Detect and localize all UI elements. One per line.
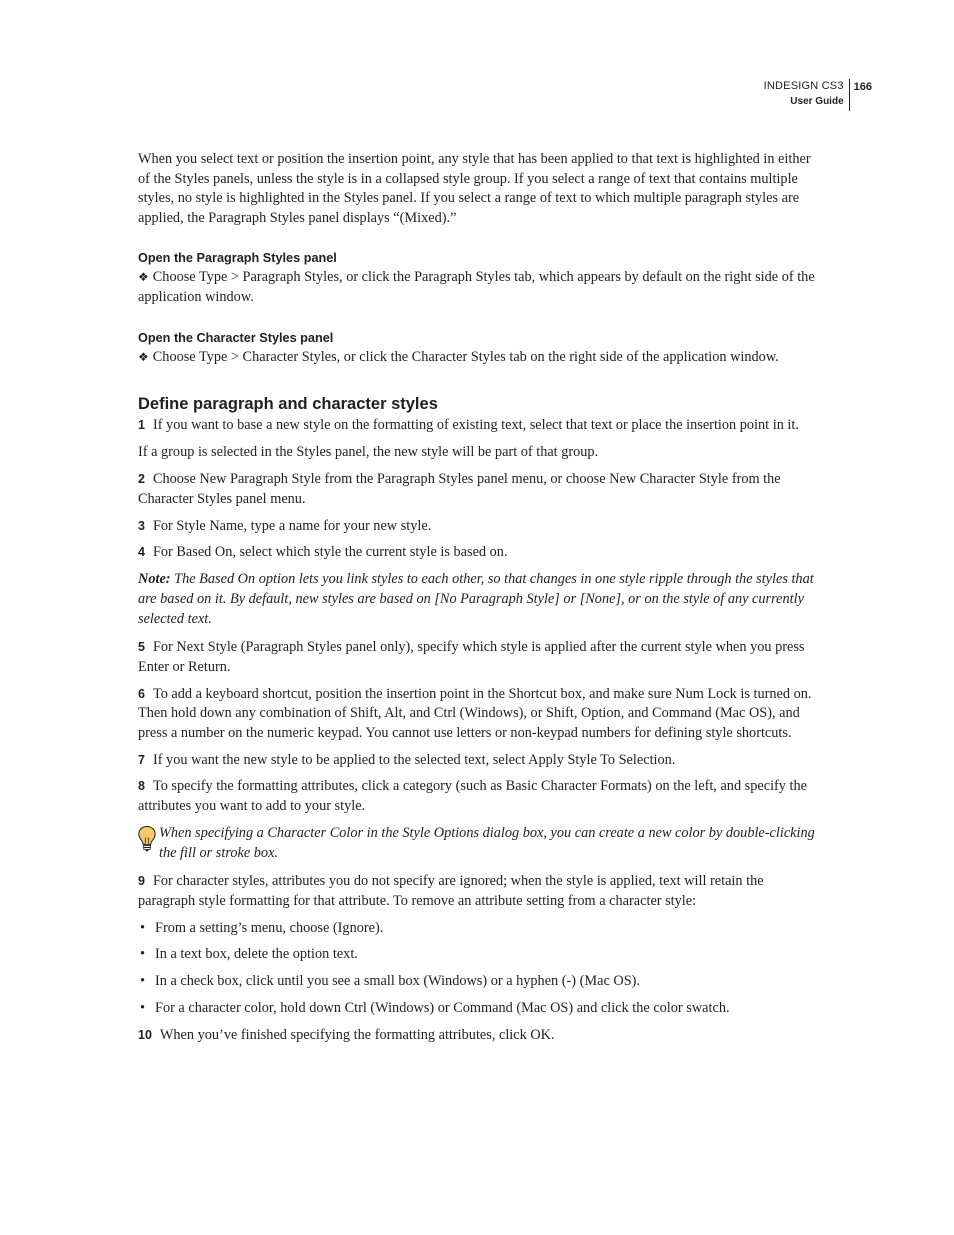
header-titles — [764, 79, 850, 111]
note-paragraph — [138, 570, 820, 629]
step-number: 4 — [138, 545, 145, 560]
intro-paragraph: When you select text or position the insertion point, any style that has been applied to that text is highlighted in either of the Styles panels, unless the style is in a collapsed style group. If you select a range of text that contains multiple styles, no style is highlighted in the Styles panel. If you select a range of text to which multiple paragraph styles are applied, the Paragraph Styles panel displays “(Mixed).” — [138, 151, 811, 227]
open-paragraph-heading: Open the Paragraph Styles panel — [138, 250, 337, 265]
diamond-bullet-icon: ❖ — [138, 269, 149, 284]
step-text: When you’ve finished specifying the formatting attributes, click OK. — [159, 1026, 555, 1043]
step-5 — [138, 638, 820, 677]
list-item-text: For a character color, hold down Ctrl (Windows) or Command (Mac OS) and click the color swatch. — [155, 999, 730, 1016]
step-number: 1 — [138, 417, 145, 432]
bullet-dot: • — [140, 999, 146, 1016]
step-10 — [138, 1026, 820, 1046]
list-item — [138, 999, 820, 1019]
header-guide: User Guide — [790, 96, 844, 107]
list-item-text: In a check box, click until you see a small box (Windows) or a hyphen (-) (Mac OS). — [155, 973, 640, 990]
step-text: If you want to base a new style on the formatting of existing text, select that text or place the insertion point in it. — [152, 416, 799, 433]
step-number: 2 — [138, 472, 145, 487]
lightbulb-icon — [137, 825, 159, 858]
open-character-step — [138, 348, 820, 368]
open-paragraph-step — [138, 268, 820, 307]
tip-block — [138, 824, 820, 863]
bullet-dot: • — [140, 919, 146, 936]
step-number: 9 — [138, 874, 145, 889]
step-number: 5 — [138, 640, 145, 655]
step-number: 10 — [138, 1027, 152, 1042]
step-text: For Based On, select which style the current style is based on. — [152, 544, 508, 561]
list-item — [138, 945, 820, 965]
step-7 — [138, 751, 820, 771]
step-number: 6 — [138, 686, 145, 701]
step-1-note: If a group is selected in the Styles panel, the new style will be part of that group. — [138, 443, 599, 460]
list-item-text: From a setting’s menu, choose (Ignore). — [155, 919, 384, 936]
tip-text: When specifying a Character Color in the Style Options dialog box, you can create a new color by double-clicking the fill or stroke box. — [159, 824, 815, 861]
header-product: INDESIGN CS3 — [763, 80, 844, 92]
open-paragraph-text: Choose Type > Paragraph Styles, or click the Paragraph Styles tab, which appears by default on the right side of the application window. — [138, 268, 815, 305]
step-9 — [138, 872, 820, 911]
bullet-dot: • — [140, 946, 146, 963]
step-text: For Style Name, type a name for your new style. — [152, 517, 432, 534]
step-text: Choose New Paragraph Style from the Paragraph Styles panel menu, or choose New Character Style from the Character Styles panel menu. — [138, 471, 781, 508]
step-text: For Next Style (Paragraph Styles panel only), specify which style is applied after the current style when you press Enter or Return. — [138, 639, 805, 675]
step-text: For character styles, attributes you do not specify are ignored; when the style is applied, text will retain the paragraph style formatting for that attribute. To remove an attribute setting from a character style: — [138, 873, 764, 909]
open-character-heading: Open the Character Styles panel — [138, 331, 334, 346]
step-2 — [138, 470, 820, 509]
page-number: 166 — [853, 81, 872, 93]
step-text: To specify the formatting attributes, click a category (such as Basic Character Formats) on the left, and specify the attributes you want to add to your style. — [138, 778, 808, 815]
list-item — [138, 972, 820, 992]
page-content — [138, 150, 820, 1045]
open-character-text: Choose Type > Character Styles, or click the Character Styles tab on the right side of the application window. — [152, 349, 779, 366]
page-header — [764, 79, 872, 111]
list-item — [138, 919, 820, 939]
step-text: If you want the new style to be applied to the selected text, select Apply Style To Selection. — [152, 751, 676, 768]
step-number: 3 — [138, 518, 145, 533]
step-8 — [138, 777, 820, 816]
note-label: Note: — [138, 571, 171, 588]
diamond-bullet-icon: ❖ — [138, 350, 149, 365]
bullet-dot: • — [140, 973, 146, 990]
step-text: To add a keyboard shortcut, position the insertion point in the Shortcut box, and make sure Num Lock is turned on. Then hold down any combination of Shift, Alt, and Ctrl (Windows), or Shift, Option, and Command (Mac OS), and press a number on the numeric keypad. You cannot use letters or non-keypad numbers for defining style shortcuts. — [138, 685, 812, 742]
list-item-text: In a text box, delete the option text. — [155, 946, 358, 963]
step-3 — [138, 517, 820, 537]
step-number: 8 — [138, 779, 145, 794]
step-number: 7 — [138, 752, 145, 767]
note-text: The Based On option lets you link styles to each other, so that changes in one style ripple through the styles that are based on it. By default, new styles are based on [No Paragraph Style] or [None], or on the style of any currently selected text. — [138, 571, 814, 627]
section-heading: Define paragraph and character styles — [138, 394, 438, 413]
step-1 — [138, 416, 820, 436]
step-6 — [138, 685, 820, 744]
step-4 — [138, 543, 820, 563]
